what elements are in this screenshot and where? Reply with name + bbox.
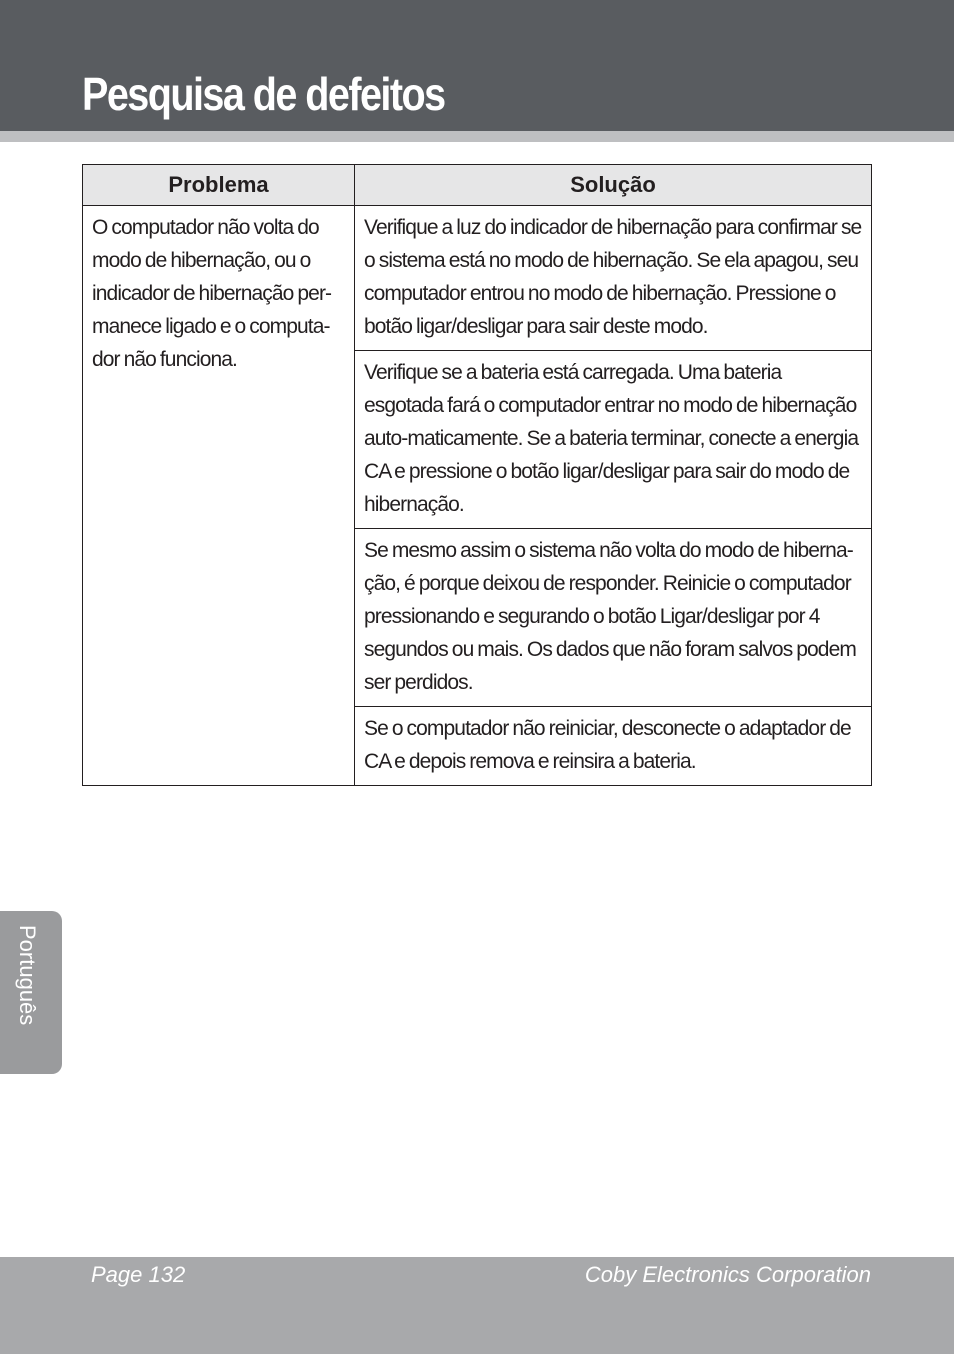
page-title: Pesquisa de defeitos xyxy=(82,68,445,120)
column-header-solution: Solução xyxy=(355,165,872,206)
solution-cell: Se o computador não reiniciar, desconecte o adaptador de CA e depois remova e reinsira a bateria. xyxy=(355,707,872,786)
solution-cell: Verifique a luz do indicador de hibernação para confirmar se o sistema está no modo de hibernação. Se ela apagou, seu computador entrou no modo de hibernação. Pressione o botão ligar/desligar para sair deste modo. xyxy=(355,206,872,351)
solution-cell: Se mesmo assim o sistema não volta do modo de hiberna-ção, é porque deixou de responder. Reinicie o computador pressionando e segurando o botão Ligar/desligar por 4 segundos ou mais. Os dados que não foram salvos podem ser perdidos. xyxy=(355,529,872,707)
footer-company-name: Coby Electronics Corporation xyxy=(584,1262,871,1287)
solution-cell: Verifique se a bateria está carregada. Uma bateria esgotada fará o computador entrar no modo de hibernação auto-maticamente. Se a bateria terminar, conecte a energia CA e pressione o botão ligar/desligar para sair do modo de hibernação. xyxy=(355,351,872,529)
troubleshooting-table xyxy=(82,164,872,786)
table-row xyxy=(83,206,872,351)
language-tab-label: Português xyxy=(15,925,40,1026)
column-header-problem: Problema xyxy=(83,165,355,206)
table-header-row xyxy=(83,165,872,206)
language-tab xyxy=(0,911,62,1074)
problem-cell: O computador não volta do modo de hibernação, ou o indicador de hibernação per-manece ligado e o computa-dor não funciona. xyxy=(83,206,355,786)
footer-page-number: Page 132 xyxy=(91,1262,186,1287)
header-stripe xyxy=(0,131,954,142)
